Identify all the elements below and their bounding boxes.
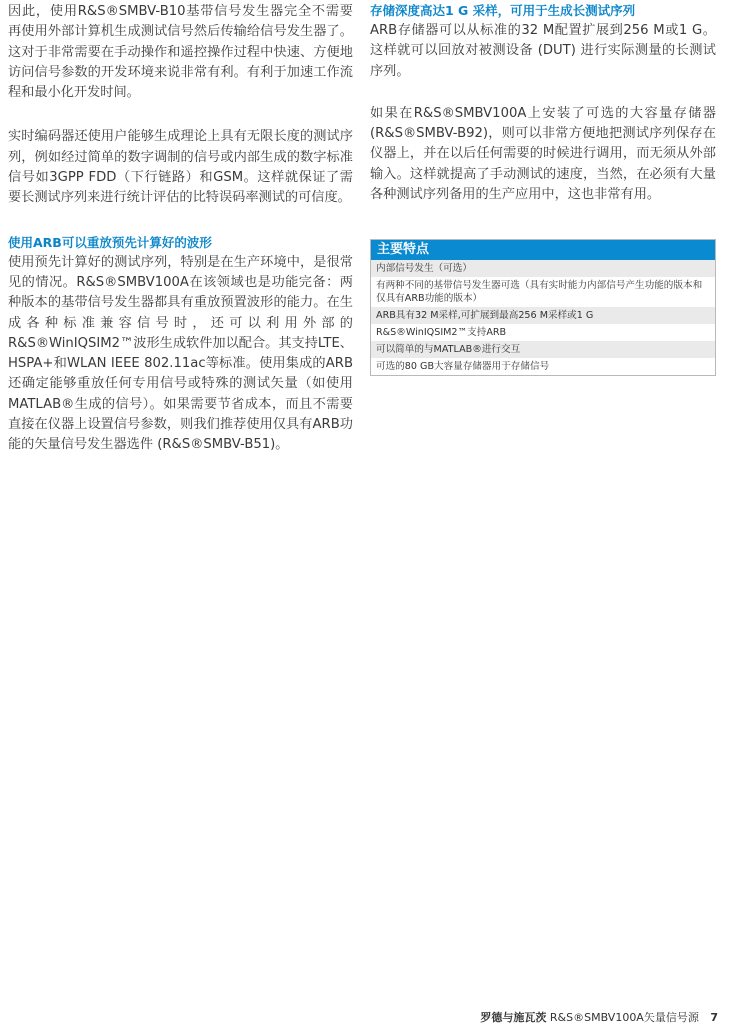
key-features-title: 主要特点 — [371, 240, 715, 260]
feature-item: 可选的80 GB大容量存储器用于存储信号 — [371, 358, 715, 375]
left-column — [8, 0, 353, 456]
heading-storage-depth: 存储深度高达1 G 采样，可用于生成长测试序列 — [370, 3, 636, 18]
paragraph-arb-playback: 使用预先计算好的测试序列，特别是在生产环境中，是很常见的情况。R&S®SMBV100A在该领域也是功能完备：两种版本的基带信号发生器都具有重放预置波形的能力。在生成各种标准兼容信号时，还可以利用外部的R&S®WinIQSIM2™波形生成软件加以配合。其支持LTE、HSPA+和WLAN IEEE 802.11ac等标准。使用集成的ARB还确定能够重放任何专用信号或特殊的测试矢量（如使用MATLAB®生成的信号）。如果需要节省成本，而且不需要直接在仪器上设置信号参数，则我们推荐使用仅具有ARB功能的矢量信号发生器选件 (R&S®SMBV-B51)。 — [8, 254, 353, 453]
footer-product: R&S®SMBV100A矢量信号源 — [549, 1011, 699, 1024]
paragraph-realtime-coder-intro: 因此，使用R&S®SMBV-B10基带信号发生器完全不需要再使用外部计算机生成测试信号然后传输给信号发生器了。这对于非常需要在手动操作和遥控操作过程中快速、方便地访问信号参数的开发环境来说非常有利。有利于加速工作流程和最小化开发时间。 — [8, 4, 353, 101]
page-number: 7 — [710, 1011, 718, 1024]
key-features-list — [371, 260, 715, 375]
right-column — [370, 0, 716, 376]
feature-item: 可以简单的与MATLAB®进行交互 — [371, 341, 715, 358]
paragraph-realtime-coder: 实时编码器还使用户能够生成理论上具有无限长度的测试序列，例如经过简单的数字调制的信号或内部生成的数字标准信号如3GPP FDD（下行链路）和GSM。这样就保证了需要长测试序列来进行统计评估的比特误码率测试的可信度。 — [8, 129, 353, 206]
footer-brand: 罗德与施瓦茨 — [480, 1011, 547, 1024]
feature-item: R&S®WinIQSIM2™支持ARB — [371, 324, 715, 341]
key-features-box — [370, 239, 716, 376]
paragraph-arb-memory: ARB存储器可以从标准的32 M配置扩展到256 M或1 G。这样就可以回放对被测设备 (DUT) 进行实际测量的长测试序列。 — [370, 23, 716, 79]
page-footer — [480, 1009, 718, 1025]
paragraph-mass-storage: 如果在R&S®SMBV100A上安装了可选的大容量存储器 (R&S®SMBV-B92)，则可以非常方便地把测试序列保存在仪器上，并在以后任何需要的时候进行调用，而无须从外部输入。这样就提高了手动测试的速度，当然，在必须有大量各种测试序列备用的生产应用中，这也非常有用。 — [370, 105, 716, 203]
feature-item: 有两种不同的基带信号发生器可选（具有实时能力内部信号产生功能的版本和仅具有ARB功能的版本） — [371, 277, 715, 307]
feature-item: 内部信号发生（可选） — [371, 260, 715, 277]
heading-arb-playback: 使用ARB可以重放预先计算好的波形 — [8, 234, 212, 250]
feature-item: ARB具有32 M采样,可扩展到最高256 M采样或1 G — [371, 307, 715, 324]
